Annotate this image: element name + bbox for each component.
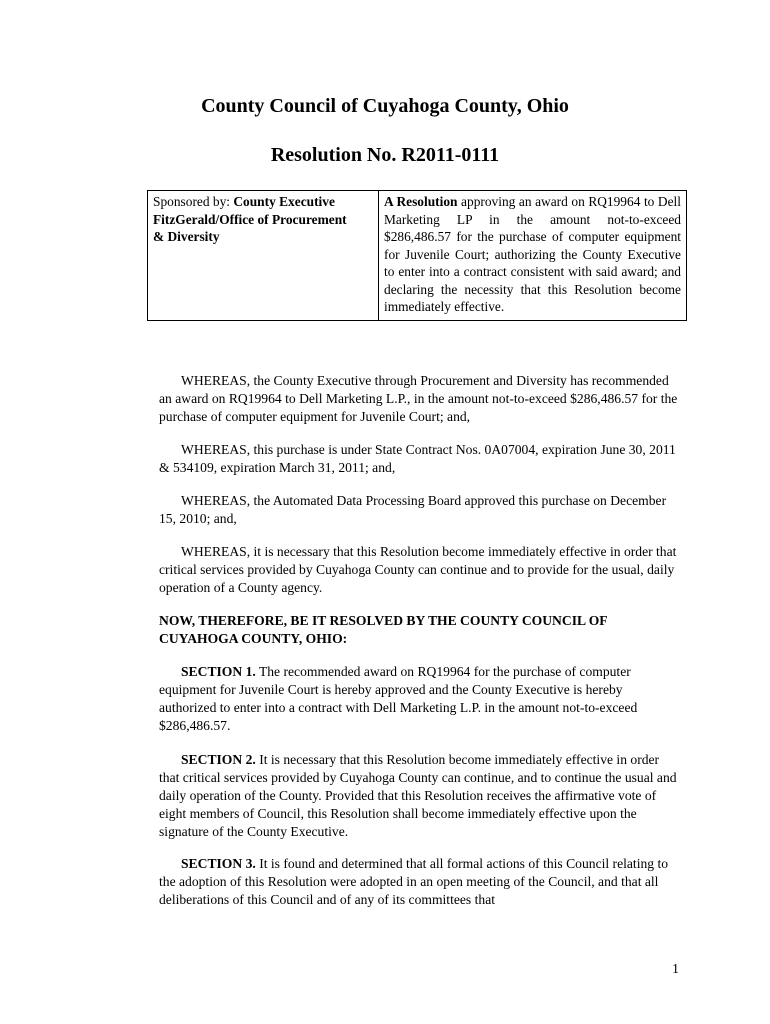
resolved-clause: NOW, THEREFORE, BE IT RESOLVED BY THE COUNTY COUNCIL OF CUYAHOGA COUNTY, OHIO: <box>159 613 608 646</box>
summary-text: approving an award on RQ19964 to Dell Marketing LP in the amount not-to-exceed $286,486.57 for the purchase of computer equipment for Juvenile Court; authorizing the County Executive to enter into a contract consistent with said award; and declaring the necessity that this Resolution become immediately effective. <box>384 194 681 314</box>
sponsor-name-line1: County Executive <box>233 194 335 209</box>
section-3-label: SECTION 3. <box>181 856 256 871</box>
whereas-paragraph-4: WHEREAS, it is necessary that this Resolution become immediately effective in order that critical services provided by Cuyahoga County can continue and to provide for the usual, daily operation of a County agency. <box>159 544 677 595</box>
sponsor-label: Sponsored by: <box>153 194 234 209</box>
sponsor-name-line3: & Diversity <box>153 229 220 244</box>
section-2 <box>159 751 679 841</box>
section-2-text: It is necessary that this Resolution become immediately effective in order that critical services provided by Cuyahoga County can continue, and to continue the usual and daily operation of the County. Provided that this Resolution receives the affirmative vote of eight members of Council, this Resolution shall become immediately effective upon the signature of the County Executive. <box>159 752 677 839</box>
summary-cell <box>379 191 687 321</box>
whereas-paragraph-3: WHEREAS, the Automated Data Processing Board approved this purchase on December 15, 2010; and, <box>159 493 667 526</box>
section-1-text: The recommended award on RQ19964 for the purchase of computer equipment for Juvenile Court is hereby approved and the County Executive is hereby authorized to enter into a contract with Dell Marketing L.P. in the amount not-to-exceed $286,486.57. <box>159 664 638 733</box>
page-number: 1 <box>672 962 679 977</box>
sponsor-name-line2: FitzGerald/Office of Procurement <box>153 211 347 227</box>
section-3 <box>159 855 679 909</box>
section-2-label: SECTION 2. <box>181 752 256 767</box>
sponsor-table <box>147 190 687 321</box>
sponsor-cell <box>148 191 379 321</box>
resolution-number: Resolution No. R2011-0111 <box>270 144 500 166</box>
whereas-paragraph-1: WHEREAS, the County Executive through Procurement and Diversity has recommended an award on RQ19964 to Dell Marketing L.P., in the amount not-to-exceed $286,486.57 for the purchase of computer equipment for Juvenile Court; and, <box>159 373 678 424</box>
council-title: County Council of Cuyahoga County, Ohio <box>201 95 569 117</box>
section-1-label: SECTION 1. <box>181 664 256 679</box>
section-3-text: It is found and determined that all formal actions of this Council relating to the adoption of this Resolution were adopted in an open meeting of the Council, and that all deliberations of this Council and of any of its committees that <box>159 856 669 907</box>
summary-lead: A Resolution <box>384 194 458 209</box>
whereas-paragraph-2: WHEREAS, this purchase is under State Contract Nos. 0A07004, expiration June 30, 2011 & 534109, expiration March 31, 2011; and, <box>159 442 676 475</box>
section-1 <box>159 663 679 735</box>
